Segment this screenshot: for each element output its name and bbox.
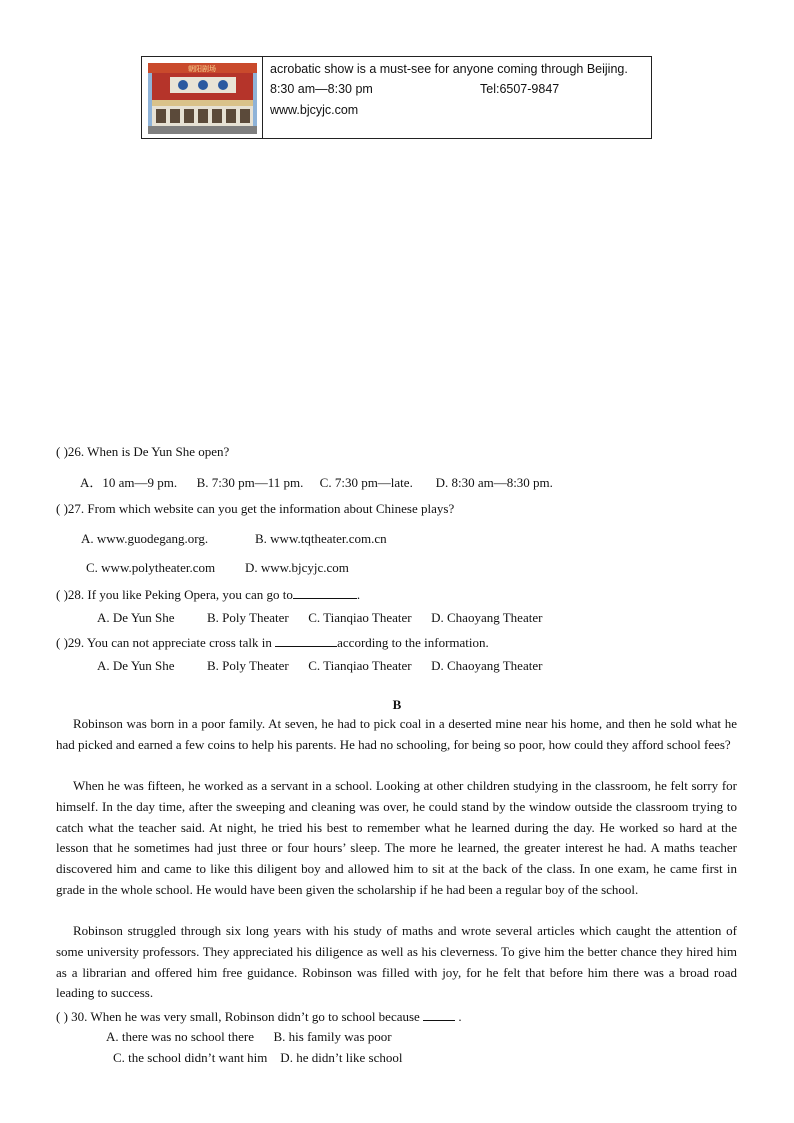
question-26-options: A．10 am—9 pm. B. 7:30 pm—11 pm. C. 7:30 pm—late. D. 8:30 am—8:30 pm.	[80, 475, 553, 490]
section-b-heading: B	[392, 697, 402, 712]
question-28-blank[interactable]	[293, 586, 357, 599]
passage-paragraph-3: Robinson struggled through six long years with his study of maths and wrote several articles which caught the attention of some university professors. They appreciated his diligence as well as his cleverness. To give him the better chance they hired him as a librarian and offered him free guidance. Robinson was filled with joy, for he felt that before him there was a broad road leading to success.	[56, 923, 737, 1001]
table-divider	[262, 57, 263, 138]
question-27-option-d: D. www.bjcyjc.com	[245, 560, 349, 575]
question-28-stem-text: ( )28. If you like Peking Opera, you can go to	[56, 587, 293, 602]
passage-paragraph-1: Robinson was born in a poor family. At seven, he had to pick coal in a deserted mine near his home, and then he sold what he had picked and earned a few coins to help his parents. He had no schooling, for being so poor, how could they afford school fees?	[56, 716, 737, 752]
question-29-blank[interactable]	[275, 634, 337, 647]
question-28-options: A. De Yun She B. Poly Theater C. Tianqiao Theater D. Chaoyang Theater	[97, 610, 543, 625]
question-26-stem: ( )26. When is De Yun She open?	[56, 444, 230, 459]
question-30-options-row-2: C. the school didn’t want him D. he didn’t like school	[113, 1050, 403, 1065]
question-29-stem-text: ( )29. You can not appreciate cross talk in	[56, 635, 276, 650]
question-30-stem-end: .	[455, 1009, 462, 1024]
question-27-option-b: B. www.tqtheater.com.cn	[255, 531, 387, 546]
question-27-stem: ( )27. From which website can you get the information about Chinese plays?	[56, 501, 455, 516]
photo-sign-text: 朝阳剧场	[188, 65, 216, 73]
theater-info-table	[141, 56, 652, 139]
theater-photo	[148, 63, 257, 134]
passage-paragraph-2: When he was fifteen, he worked as a servant in a school. Looking at other children studying in the classroom, he felt sorry for himself. In the day time, after the sweeping and cleaning was over, he could stand by the window outside the classroom trying to catch what the teacher said. At night, he tried his best to remember what he learned during the day. He worked so hard at the lesson that he sometimes had just three or four hours’ sleep. The more he learned, the greater interest he had. A maths teacher discovered him and came to like this diligent boy and allowed him to sit at the back of the class. In one exam, he came first in grade in the whole school. He would have been given the scholarship if he had been a regular boy of the school.	[56, 778, 737, 897]
question-30-stem	[56, 1008, 462, 1025]
question-30-options-row-1: A. there was no school there B. his family was poor	[106, 1029, 392, 1044]
question-30-blank[interactable]	[423, 1008, 455, 1021]
ad-website: www.bjcyjc.com	[270, 103, 359, 117]
question-29-options: A. De Yun She B. Poly Theater C. Tianqiao Theater D. Chaoyang Theater	[97, 658, 543, 673]
ad-hours: 8:30 am—8:30 pm	[270, 82, 373, 96]
question-27-option-c: C. www.polytheater.com	[86, 560, 216, 575]
question-27-option-a: A. www.guodegang.org.	[81, 531, 209, 546]
ad-description: acrobatic show is a must-see for anyone coming through Beijing.	[270, 62, 628, 76]
question-30-stem-text: ( ) 30. When he was very small, Robinson didn’t go to school because	[56, 1009, 424, 1024]
question-28-stem-end: .	[356, 587, 361, 602]
question-29-stem	[56, 634, 489, 651]
question-28-stem	[56, 586, 360, 603]
ad-telephone: Tel:6507-9847	[480, 82, 560, 96]
question-29-stem-end: according to the information.	[337, 635, 489, 650]
